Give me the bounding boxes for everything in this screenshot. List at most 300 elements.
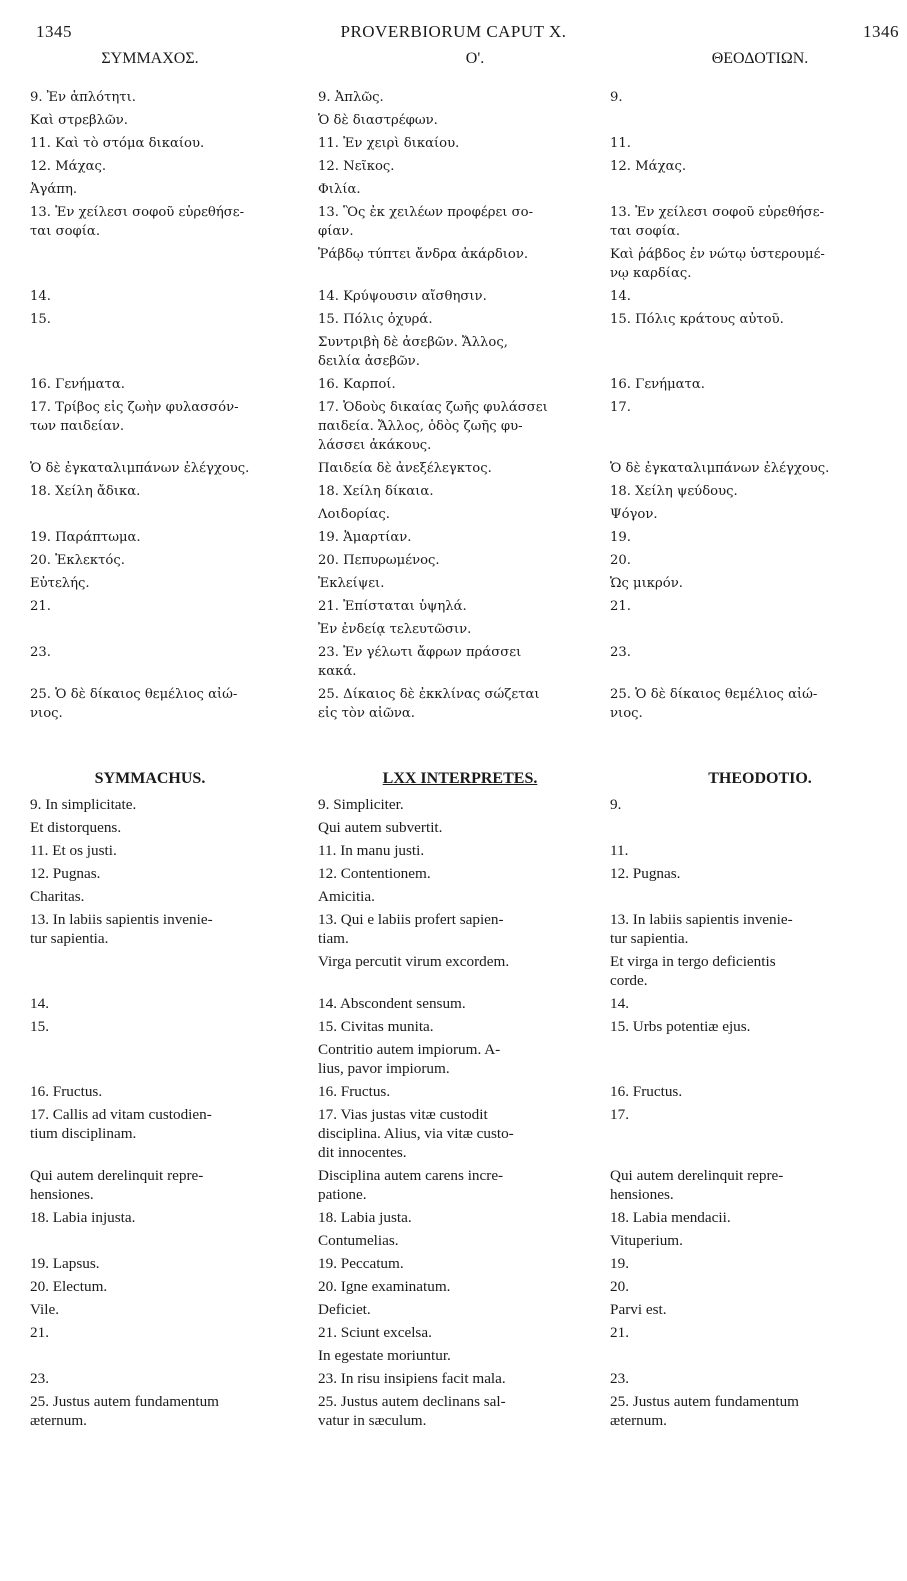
latin-heading-theodotio: THEODOTIO. xyxy=(708,770,812,787)
verse-text: Parvi est. xyxy=(610,1301,667,1318)
verse-text xyxy=(30,245,288,264)
verse-text: 14. Κρύψουσιν αἴσθησιν. xyxy=(318,289,487,304)
verse-line xyxy=(318,910,576,952)
verse-line xyxy=(318,157,576,180)
verse-text: 23. xyxy=(30,1370,49,1387)
verse-line xyxy=(30,887,288,910)
verse-text: Καὶ ῥάβδος ἐν νώτῳ ὑστερουμέ- xyxy=(610,247,825,262)
verse-line xyxy=(610,574,868,597)
verse-line xyxy=(318,1208,576,1231)
verse-line xyxy=(318,398,576,459)
verse-line xyxy=(610,333,868,375)
verse-text: 13. Ἐν χείλεσι σοφοῦ εὑρεθήσε- xyxy=(610,205,825,220)
verse-text: 23. Ἐν γέλωτι ἄφρων πράσσει xyxy=(318,645,522,660)
verse-text: 18. Χείλη ἄδικα. xyxy=(30,484,141,499)
verse-text: παιδεία. Ἄλλος, ὁδὸς ζωῆς φυ- xyxy=(318,419,523,434)
verse-line xyxy=(610,597,868,620)
verse-line xyxy=(610,482,868,505)
verse-text: 14. xyxy=(610,995,629,1012)
verse-text xyxy=(30,1231,288,1250)
verse-line xyxy=(30,1369,288,1392)
verse-text: 14. xyxy=(30,995,49,1012)
verse-text: Ὡς μικρόν. xyxy=(610,576,683,591)
verse-line xyxy=(30,310,288,333)
verse-text: 19. Ἁμαρτίαν. xyxy=(318,530,412,545)
verse-line xyxy=(610,111,868,134)
verse-text: 16. Γενήματα. xyxy=(30,377,125,392)
verse-text: φίαν. xyxy=(318,224,354,239)
verse-text: vatur in sæculum. xyxy=(318,1412,427,1429)
verse-text: Contritio autem impiorum. A- xyxy=(318,1041,501,1058)
verse-text: ται σοφία. xyxy=(30,224,101,239)
verse-line xyxy=(30,1346,288,1369)
verse-text: Λοιδορίας. xyxy=(318,507,390,522)
verse-text: lius, pavor impiorum. xyxy=(318,1060,450,1077)
verse-line xyxy=(318,459,576,482)
verse-line xyxy=(610,887,868,910)
verse-text: 12. Contentionem. xyxy=(318,865,431,882)
verse-text: 15. Πόλις ὀχυρά. xyxy=(318,312,433,327)
verse-text xyxy=(610,887,868,906)
verse-line xyxy=(30,157,288,180)
verse-text xyxy=(610,111,868,130)
verse-text: Charitas. xyxy=(30,888,85,905)
verse-text: 20. xyxy=(610,1278,629,1295)
verse-line xyxy=(318,597,576,620)
verse-text xyxy=(30,1040,288,1059)
verse-text: 25. Justus autem declinans sal- xyxy=(318,1393,506,1410)
verse-line xyxy=(318,1369,576,1392)
verse-line xyxy=(610,795,868,818)
verse-text: λάσσει ἀκάκους. xyxy=(318,438,432,453)
verse-text: ται σοφία. xyxy=(610,224,681,239)
verse-line xyxy=(318,1254,576,1277)
verse-line xyxy=(30,685,288,727)
verse-text: 18. Labia justa. xyxy=(318,1209,412,1226)
verse-text xyxy=(610,1040,868,1059)
greek-column-symmachus xyxy=(30,88,288,727)
verse-text: Ἀγάπη. xyxy=(30,182,78,197)
verse-line xyxy=(318,1323,576,1346)
verse-text: Ψόγον. xyxy=(610,507,658,522)
verse-line xyxy=(30,910,288,952)
verse-line xyxy=(318,551,576,574)
verse-line xyxy=(30,1166,288,1208)
verse-text: dit innocentes. xyxy=(318,1144,407,1161)
verse-line xyxy=(30,398,288,459)
verse-text xyxy=(610,818,868,837)
verse-text: 25. Δίκαιος δὲ ἐκκλίνας σώζεται xyxy=(318,687,540,702)
verse-line xyxy=(318,1082,576,1105)
verse-line xyxy=(610,134,868,157)
verse-text: 19. Peccatum. xyxy=(318,1255,404,1272)
verse-text: 19. Lapsus. xyxy=(30,1255,100,1272)
verse-text: 11. xyxy=(610,136,631,151)
verse-line xyxy=(318,1105,576,1166)
verse-text: tur sapientia. xyxy=(30,930,109,947)
verse-text: 19. Παράπτωμα. xyxy=(30,530,141,545)
verse-line xyxy=(610,1208,868,1231)
verse-text: 17. Τρίβος εἰς ζωὴν φυλασσόν- xyxy=(30,400,239,415)
verse-line xyxy=(30,1277,288,1300)
verse-text: 16. Καρποί. xyxy=(318,377,396,392)
verse-text: 11. Ἐν χειρὶ δικαίου. xyxy=(318,136,460,151)
verse-line xyxy=(610,1254,868,1277)
verse-line xyxy=(30,287,288,310)
verse-line xyxy=(318,1346,576,1369)
verse-text: 9. xyxy=(610,796,622,813)
verse-text: Vile. xyxy=(30,1301,60,1318)
verse-line xyxy=(30,864,288,887)
verse-text: Contumelias. xyxy=(318,1232,399,1249)
verse-line xyxy=(30,795,288,818)
verse-text: 21. xyxy=(610,599,631,614)
verse-line xyxy=(318,643,576,685)
greek-column-theodotion xyxy=(610,88,868,727)
verse-line xyxy=(30,1040,288,1082)
verse-line xyxy=(30,643,288,685)
verse-text: 18. Χείλη ψεύδους. xyxy=(610,484,738,499)
verse-text: 16. Fructus. xyxy=(318,1083,391,1100)
verse-text: 16. Fructus. xyxy=(30,1083,103,1100)
verse-text: 9. In simplicitate. xyxy=(30,796,137,813)
greek-heading-theodotion: ΘΕΟΔΟΤΙΩΝ. xyxy=(711,50,809,67)
verse-line xyxy=(30,333,288,375)
verse-text: 20. Πεπυρωμένος. xyxy=(318,553,440,568)
verse-text: δειλία ἀσεβῶν. xyxy=(318,354,420,369)
verse-text: Καὶ στρεβλῶν. xyxy=(30,113,128,128)
verse-text: 20. Ἐκλεκτός. xyxy=(30,553,125,568)
verse-text xyxy=(610,333,868,352)
verse-line xyxy=(318,574,576,597)
verse-text: patione. xyxy=(318,1186,367,1203)
verse-text: Φιλία. xyxy=(318,182,361,197)
verse-line xyxy=(610,505,868,528)
verse-text: 21. xyxy=(30,599,51,614)
verse-text: Ἐκλείψει. xyxy=(318,576,385,591)
verse-text: 25. Justus autem fundamentum xyxy=(30,1393,219,1410)
verse-line xyxy=(610,643,868,685)
verse-text: 12. Νεῖκος. xyxy=(318,159,395,174)
verse-text: tium disciplinam. xyxy=(30,1125,137,1142)
verse-line xyxy=(610,88,868,111)
verse-line xyxy=(30,482,288,505)
verse-text: 15. xyxy=(30,312,51,327)
verse-line xyxy=(30,551,288,574)
verse-line xyxy=(610,203,868,245)
verse-text: Virga percutit virum excordem. xyxy=(318,953,510,970)
verse-line xyxy=(318,287,576,310)
verse-line xyxy=(610,1300,868,1323)
verse-text: Qui autem derelinquit repre- xyxy=(30,1167,204,1184)
verse-line xyxy=(610,157,868,180)
verse-line xyxy=(318,482,576,505)
verse-line xyxy=(610,459,868,482)
verse-text: 14. Abscondent sensum. xyxy=(318,995,466,1012)
verse-line xyxy=(610,1017,868,1040)
verse-text: Deficiet. xyxy=(318,1301,371,1318)
verse-text xyxy=(30,505,288,524)
verse-text: 13. Ὃς ἐκ χειλέων προφέρει σο- xyxy=(318,205,534,220)
verse-line xyxy=(318,795,576,818)
verse-text: 14. xyxy=(610,289,631,304)
verse-line xyxy=(610,864,868,887)
verse-line xyxy=(30,1231,288,1254)
verse-line xyxy=(30,203,288,245)
verse-line xyxy=(30,1105,288,1166)
running-title: PROVERBIORUM CAPUT X. xyxy=(340,22,567,41)
verse-text: Ὁ δὲ ἐγκαταλιμπάνων ἐλέγχους. xyxy=(30,461,250,476)
verse-text: 23. xyxy=(30,645,51,660)
verse-line xyxy=(318,1392,576,1434)
verse-line xyxy=(610,287,868,310)
verse-text: 17. xyxy=(610,400,631,415)
verse-text: Ὁ δὲ διαστρέφων. xyxy=(318,113,438,128)
verse-line xyxy=(30,528,288,551)
latin-column-lxx xyxy=(318,795,576,1434)
verse-line xyxy=(318,841,576,864)
verse-text: tur sapientia. xyxy=(610,930,689,947)
verse-text: Et virga in tergo deficientis xyxy=(610,953,776,970)
verse-text: Vituperium. xyxy=(610,1232,683,1249)
verse-text: disciplina. Alius, via vitæ custo- xyxy=(318,1125,514,1142)
verse-text: 23. In risu insipiens facit mala. xyxy=(318,1370,506,1387)
verse-text: νιος. xyxy=(610,706,643,721)
verse-line xyxy=(610,952,868,994)
verse-text: 15. Civitas munita. xyxy=(318,1018,434,1035)
verse-text: 13. In labiis sapientis invenie- xyxy=(30,911,213,928)
verse-line xyxy=(318,310,576,333)
verse-text: 9. Simpliciter. xyxy=(318,796,404,813)
verse-line xyxy=(30,1323,288,1346)
verse-line xyxy=(30,180,288,203)
verse-text: 19. xyxy=(610,1255,629,1272)
verse-text: 13. Ἐν χείλεσι σοφοῦ εὑρεθήσε- xyxy=(30,205,245,220)
verse-text: 14. xyxy=(30,289,51,304)
verse-line xyxy=(610,528,868,551)
verse-line xyxy=(610,1231,868,1254)
verse-text xyxy=(30,952,288,971)
verse-line xyxy=(30,841,288,864)
verse-text: 17. Ὁδοὺς δικαίας ζωῆς φυλάσσει xyxy=(318,400,548,415)
verse-text xyxy=(30,1346,288,1365)
verse-line xyxy=(30,1300,288,1323)
verse-line xyxy=(30,375,288,398)
verse-text: tiam. xyxy=(318,930,349,947)
verse-line xyxy=(30,111,288,134)
verse-text xyxy=(30,620,288,639)
verse-text: 18. Labia mendacii. xyxy=(610,1209,731,1226)
verse-line xyxy=(318,620,576,643)
verse-line xyxy=(30,1208,288,1231)
verse-text: 25. Ὁ δὲ δίκαιος θεμέλιος αἰώ- xyxy=(30,687,238,702)
verse-text: 13. In labiis sapientis invenie- xyxy=(610,911,793,928)
verse-line xyxy=(318,111,576,134)
verse-text: 16. Fructus. xyxy=(610,1083,683,1100)
verse-line xyxy=(610,1369,868,1392)
verse-text: hensiones. xyxy=(610,1186,674,1203)
verse-line xyxy=(610,1346,868,1369)
verse-line xyxy=(610,245,868,287)
verse-text: 23. xyxy=(610,1370,629,1387)
verse-text xyxy=(610,180,868,199)
verse-line xyxy=(30,620,288,643)
verse-line xyxy=(318,88,576,111)
verse-line xyxy=(318,1277,576,1300)
verse-line xyxy=(318,180,576,203)
verse-text: Ὁ δὲ ἐγκαταλιμπάνων ἐλέγχους. xyxy=(610,461,830,476)
verse-text: κακά. xyxy=(318,664,357,679)
verse-text: 15. Πόλις κράτους αὐτοῦ. xyxy=(610,312,784,327)
verse-line xyxy=(318,134,576,157)
verse-text: Qui autem derelinquit repre- xyxy=(610,1167,784,1184)
verse-line xyxy=(318,952,576,994)
verse-line xyxy=(318,375,576,398)
verse-line xyxy=(318,1017,576,1040)
greek-heading-symmachus: ΣΥΜΜΑΧΟΣ. xyxy=(101,50,199,67)
verse-line xyxy=(318,203,576,245)
verse-text: 9. xyxy=(610,90,623,105)
verse-line xyxy=(610,1392,868,1434)
verse-line xyxy=(610,180,868,203)
greek-column-lxx xyxy=(318,88,576,727)
verse-line xyxy=(30,88,288,111)
verse-text: νῳ καρδίας. xyxy=(610,266,692,281)
verse-text: 12. Μάχας. xyxy=(30,159,107,174)
verse-text: 11. In manu justi. xyxy=(318,842,425,859)
verse-line xyxy=(30,597,288,620)
verse-text: 21. xyxy=(610,1324,629,1341)
verse-text: 25. Justus autem fundamentum xyxy=(610,1393,799,1410)
verse-line xyxy=(318,685,576,727)
page-number-left: 1345 xyxy=(36,22,72,41)
verse-line xyxy=(610,1040,868,1082)
verse-text: Ἐν ἐνδείᾳ τελευτῶσιν. xyxy=(318,622,472,637)
verse-text: 18. Labia injusta. xyxy=(30,1209,136,1226)
verse-text: Amicitia. xyxy=(318,888,375,905)
verse-text: 18. Χείλη δίκαια. xyxy=(318,484,434,499)
page-number-right: 1346 xyxy=(863,22,899,41)
verse-line xyxy=(318,1166,576,1208)
verse-text: των παιδείαν. xyxy=(30,419,125,434)
verse-line xyxy=(30,134,288,157)
verse-text: νιος. xyxy=(30,706,63,721)
verse-line xyxy=(610,910,868,952)
verse-text: 12. Pugnas. xyxy=(610,865,681,882)
verse-text: 23. xyxy=(610,645,631,660)
verse-text: 20. xyxy=(610,553,631,568)
verse-line xyxy=(610,310,868,333)
verse-text: 11. Καὶ τὸ στόμα δικαίου. xyxy=(30,136,205,151)
verse-text xyxy=(30,333,288,352)
verse-line xyxy=(30,952,288,994)
verse-line xyxy=(318,245,576,287)
verse-line xyxy=(30,459,288,482)
verse-line xyxy=(30,574,288,597)
greek-heading-lxx: Ο'. xyxy=(465,50,485,67)
verse-line xyxy=(30,994,288,1017)
verse-line xyxy=(318,1300,576,1323)
verse-line xyxy=(610,1323,868,1346)
verse-line xyxy=(610,994,868,1017)
verse-text: hensiones. xyxy=(30,1186,94,1203)
verse-line xyxy=(30,1392,288,1434)
verse-text: Ῥάβδῳ τύπτει ἄνδρα ἀκάρδιον. xyxy=(318,247,529,262)
verse-text: In egestate moriuntur. xyxy=(318,1347,451,1364)
verse-text: 12. Μάχας. xyxy=(610,159,687,174)
verse-text: 12. Pugnas. xyxy=(30,865,101,882)
verse-line xyxy=(318,333,576,375)
verse-text: Disciplina autem carens incre- xyxy=(318,1167,504,1184)
verse-line xyxy=(610,841,868,864)
verse-text: 20. Igne examinatum. xyxy=(318,1278,451,1295)
verse-line xyxy=(30,818,288,841)
verse-text: 21. Ἐπίσταται ὑψηλά. xyxy=(318,599,467,614)
verse-text: 15. xyxy=(30,1018,49,1035)
verse-line xyxy=(610,398,868,459)
verse-text: εἰς τὸν αἰῶνα. xyxy=(318,706,415,721)
latin-column-symmachus xyxy=(30,795,288,1434)
verse-line xyxy=(318,528,576,551)
verse-line xyxy=(30,245,288,287)
verse-line xyxy=(318,887,576,910)
verse-text: æternum. xyxy=(30,1412,87,1429)
latin-heading-symmachus: SYMMACHUS. xyxy=(94,770,206,787)
verse-text: 11. xyxy=(610,842,629,859)
verse-text: 21. xyxy=(30,1324,49,1341)
verse-text: 9. Ἀπλῶς. xyxy=(318,90,384,105)
latin-column-theodotio xyxy=(610,795,868,1434)
verse-line xyxy=(318,864,576,887)
verse-text: Συντριβὴ δὲ ἀσεβῶν. Ἄλλος, xyxy=(318,335,508,350)
verse-text: 19. xyxy=(610,530,631,545)
verse-text: æternum. xyxy=(610,1412,667,1429)
verse-text: 13. Qui e labiis profert sapien- xyxy=(318,911,504,928)
verse-text: 17. xyxy=(610,1106,629,1123)
verse-line xyxy=(610,818,868,841)
verse-line xyxy=(318,818,576,841)
verse-text: Qui autem subvertit. xyxy=(318,819,443,836)
verse-text: Εὐτελής. xyxy=(30,576,90,591)
verse-line xyxy=(30,1017,288,1040)
verse-text: 21. Sciunt excelsa. xyxy=(318,1324,432,1341)
verse-line xyxy=(610,1277,868,1300)
verse-line xyxy=(318,1040,576,1082)
verse-line xyxy=(30,505,288,528)
verse-line xyxy=(610,685,868,727)
verse-line xyxy=(610,1082,868,1105)
verse-line xyxy=(610,620,868,643)
verse-text: 25. Ὁ δὲ δίκαιος θεμέλιος αἰώ- xyxy=(610,687,818,702)
verse-text xyxy=(610,620,868,639)
verse-line xyxy=(318,1231,576,1254)
verse-text: 15. Urbs potentiæ ejus. xyxy=(610,1018,751,1035)
latin-heading-lxx: LXX INTERPRETES. xyxy=(382,770,538,787)
verse-text: 17. Callis ad vitam custodien- xyxy=(30,1106,212,1123)
verse-line xyxy=(610,375,868,398)
verse-text xyxy=(610,1346,868,1365)
verse-text: 9. Ἐν ἁπλότητι. xyxy=(30,90,136,105)
verse-line xyxy=(610,1105,868,1166)
verse-text: Παιδεία δὲ ἀνεξέλεγκτος. xyxy=(318,461,492,476)
verse-line xyxy=(30,1254,288,1277)
verse-line xyxy=(30,1082,288,1105)
verse-text: 20. Electum. xyxy=(30,1278,108,1295)
verse-line xyxy=(318,994,576,1017)
verse-text: 16. Γενήματα. xyxy=(610,377,705,392)
verse-line xyxy=(610,1166,868,1208)
verse-line xyxy=(610,551,868,574)
